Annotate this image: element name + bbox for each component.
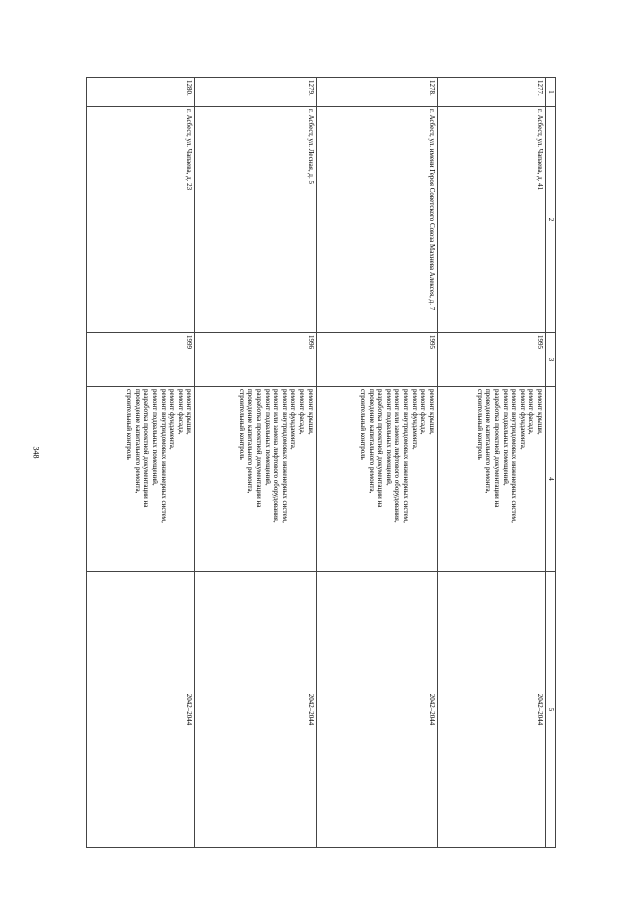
work-item: ремонт крыши, — [427, 389, 436, 435]
row-number-cell: 1280. — [87, 78, 195, 107]
work-item: ремонт фундамента, — [289, 389, 298, 450]
column-number: 5 — [546, 572, 556, 848]
year-cell: 1996 — [195, 333, 316, 387]
work-item: разработка проектной документации на — [254, 389, 263, 508]
period-cell: 2042–2044 — [316, 572, 437, 848]
work-item: ремонт или замена лифтового оборудования, — [393, 389, 402, 523]
work-item: ремонт подвальных помещений, — [263, 389, 272, 486]
works-cell — [316, 387, 437, 572]
work-item: ремонт крыши, — [185, 389, 194, 435]
work-item: проведение капитального ремонта, — [246, 389, 255, 494]
works-cell — [87, 387, 195, 572]
year-cell: 1995 — [316, 333, 437, 387]
row-number-cell: 1277. — [437, 78, 545, 107]
work-item: ремонт внутридомовых инженерных систем, — [510, 389, 519, 523]
address-cell: г. Асбест, ул. Лесная, д. 5 — [195, 107, 316, 333]
table-row — [195, 78, 316, 848]
year-cell: 1995 — [437, 333, 545, 387]
column-number: 1 — [546, 78, 556, 107]
work-item: ремонт фасада, — [527, 389, 536, 435]
period-cell: 2042–2044 — [87, 572, 195, 848]
work-item: строительный контроль — [125, 389, 134, 460]
year-cell: 1999 — [87, 333, 195, 387]
address-cell: г. Асбест, ул. имени Героя Советского Союза Махнева Алексея, д. 7 — [316, 107, 437, 333]
works-cell — [195, 387, 316, 572]
work-item: ремонт крыши, — [306, 389, 315, 435]
work-item: ремонт внутридомовых инженерных систем, — [280, 389, 289, 523]
address-cell: г. Асбест, ул. Чапаева, д. 23 — [87, 107, 195, 333]
work-item: ремонт подвальных помещений, — [501, 389, 510, 486]
work-item: ремонт внутридомовых инженерных систем, — [159, 389, 168, 523]
work-item: ремонт фундамента, — [410, 389, 419, 450]
table-row — [437, 78, 545, 848]
table-row — [87, 78, 195, 848]
work-item: строительный контроль — [475, 389, 484, 460]
row-number-cell: 1278. — [316, 78, 437, 107]
table-row — [316, 78, 437, 848]
capital-repair-table — [86, 77, 556, 848]
work-item: ремонт подвальных помещений, — [150, 389, 159, 486]
work-item: разработка проектной документации на — [493, 389, 502, 508]
work-item: проведение капитального ремонта, — [367, 389, 376, 494]
work-item: ремонт фундамента, — [518, 389, 527, 450]
works-cell — [437, 387, 545, 572]
column-number: 4 — [546, 387, 556, 572]
table-body — [87, 78, 546, 848]
work-item: строительный контроль — [358, 389, 367, 460]
work-item: разработка проектной документации на — [142, 389, 151, 508]
work-item: проведение капитального ремонта, — [484, 389, 493, 494]
period-cell: 2042–2044 — [437, 572, 545, 848]
work-item: ремонт фасада, — [297, 389, 306, 435]
column-number: 2 — [546, 107, 556, 333]
work-item: ремонт фасада, — [419, 389, 428, 435]
document-table-wrapper — [86, 77, 556, 847]
work-item: разработка проектной документации на — [376, 389, 385, 508]
work-item: ремонт фасада, — [176, 389, 185, 435]
work-item: ремонт фундамента, — [168, 389, 177, 450]
work-item: ремонт внутридомовых инженерных систем, — [401, 389, 410, 523]
work-item: ремонт или замена лифтового оборудования, — [272, 389, 281, 523]
address-cell: г. Асбест, ул. Чапаева, д. 41 — [437, 107, 545, 333]
column-number: 3 — [546, 333, 556, 387]
period-cell: 2042–2044 — [195, 572, 316, 848]
work-item: строительный контроль — [237, 389, 246, 460]
row-number-cell: 1279. — [195, 78, 316, 107]
column-number-row — [546, 78, 556, 848]
rotated-table-container — [86, 77, 556, 847]
work-item: ремонт крыши, — [536, 389, 544, 435]
page-number: 348 — [31, 446, 41, 459]
work-item: проведение капитального ремонта, — [133, 389, 142, 494]
work-item: ремонт подвальных помещений, — [384, 389, 393, 486]
